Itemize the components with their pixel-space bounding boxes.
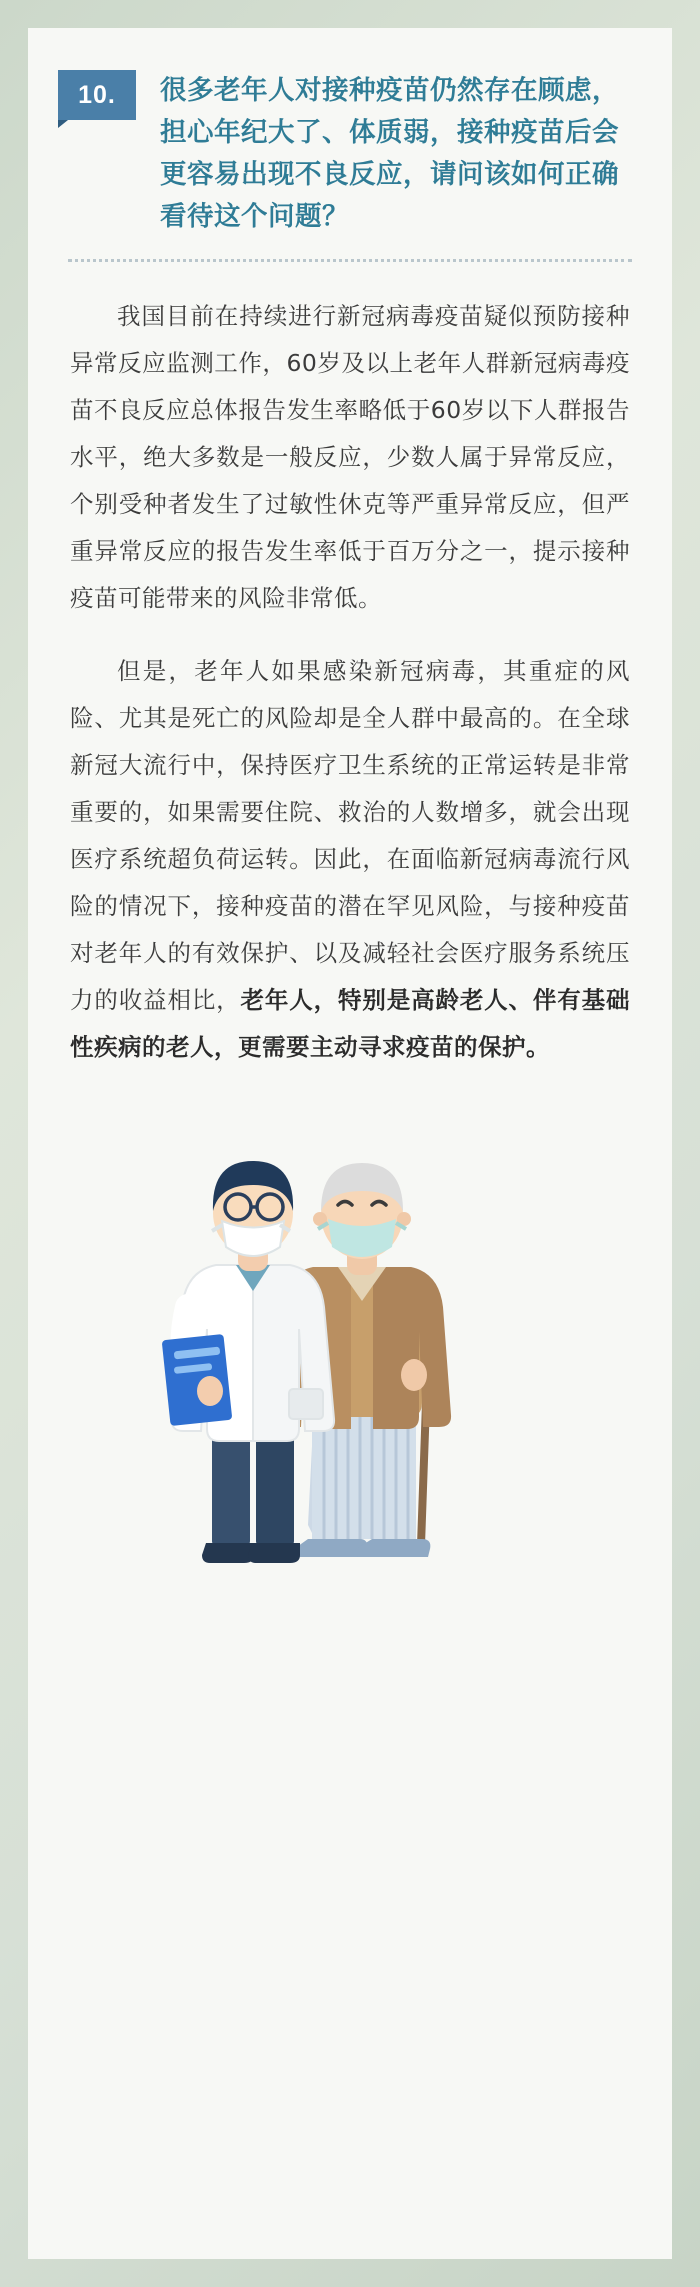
- article-body: [28, 263, 672, 1577]
- doctor-shoe-right: [248, 1543, 300, 1563]
- blue-folder-icon: [162, 1334, 233, 1426]
- ribbon-fold-shape: [58, 120, 68, 128]
- paragraph-2-normal: 但是，老年人如果感染新冠病毒，其重症的风险、尤其是死亡的风险却是全人群中最高的。在全球新冠大流行中，保持医疗卫生系统的正常运转是非常重要的，如果需要住院、救治的人数增多，就会出现医疗系统超负荷运转。因此，在面临新冠病毒流行风险的情况下，接种疫苗的潜在罕见风险，与接种疫苗对老年人的有效保护、以及减轻社会医疗服务系统压力的收益相比，: [70, 657, 630, 1015]
- elderly-hand: [401, 1359, 427, 1391]
- illustration-svg: [70, 1107, 630, 1577]
- elderly-coat-right: [373, 1267, 451, 1429]
- paragraph-1: 我国目前在持续进行新冠病毒疫苗疑似预防接种异常反应监测工作，60岁及以上老年人群新冠病毒疫苗不良反应总体报告发生率略低于60岁以下人群报告水平，绝大多数是一般反应，少数人属于异常反应，个别受种者发生了过敏性休克等严重异常反应，但严重异常反应的报告发生率低于百万分之一，提示接种疫苗可能带来的风险非常低。: [70, 302, 630, 613]
- content-card: [28, 28, 672, 2259]
- doctor-shoe-left: [202, 1543, 254, 1563]
- doctor-coat-pocket-right: [289, 1389, 323, 1419]
- question-title: 很多老年人对接种疫苗仍然存在顾虑，担心年纪大了、体质弱，接种疫苗后会更容易出现不良反应，请问该如何正确看待这个问题？: [160, 75, 619, 232]
- paragraph-2: [70, 648, 630, 1071]
- question-number-label: 10.: [58, 70, 136, 120]
- doctor-hand: [197, 1376, 223, 1406]
- question-number-ribbon: [58, 70, 144, 126]
- paragraph-2-emphasis: 老年人，特别是高龄老人、伴有基础性疾病的老人，更需要主动寻求疫苗的保护。: [70, 986, 631, 1062]
- doctor-and-elderly-man-illustration: [70, 1107, 630, 1577]
- elderly-shoe-right: [356, 1539, 431, 1557]
- question-block: [28, 28, 672, 237]
